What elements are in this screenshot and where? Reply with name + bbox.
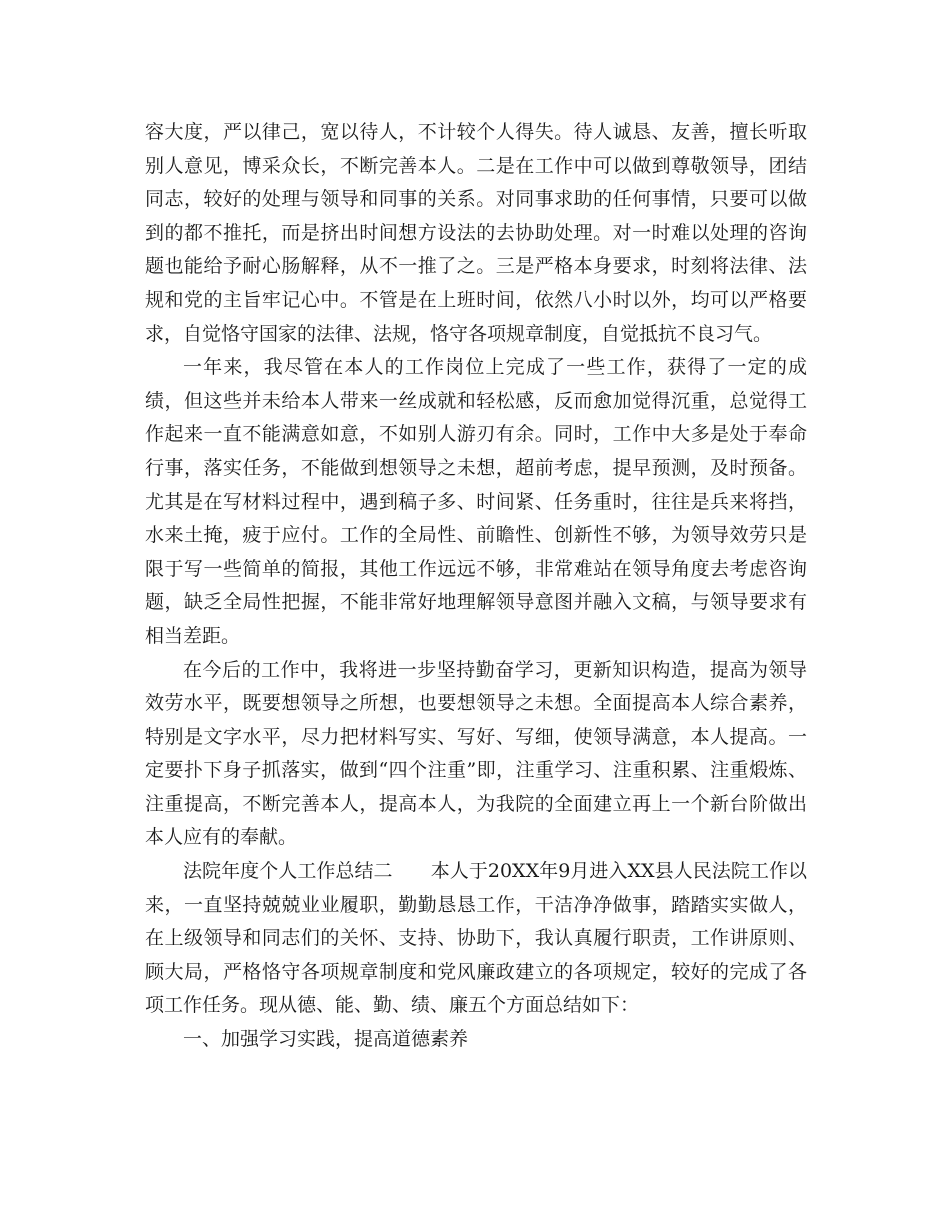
paragraph-future-plan: 在今后的工作中，我将进一步坚持勤奋学习，更新知识构造，提高为领导效劳水平，既要想领导之所想，也要想领导之未想。全面提高本人综合素养，特别是文字水平，尽力把材料写实、写好、写细，使领导满意，本人提高。一定要扑下身子抓落实，做到“四个注重”即，注重学习、注重积累、注重煅炼、注重提高，不断完善本人，提高本人，为我院的全面建立再上一个新台阶做出本人应有的奉献。	[145, 658, 807, 849]
paragraph-continuation: 容大度，严以律己，宽以待人，不计较个人得失。待人诚恳、友善，擅长听取别人意见，博采众长，不断完善本人。二是在工作中可以做到尊敬领导，团结同志，较好的处理与领导和同事的关系。对同事求助的任何事情，只要可以做到的都不推托，而是挤出时间想方设法的去协助处理。对一时难以处理的咨询题也能给予耐心肠解释，从不一推了之。三是严格本身要求，时刻将法律、法规和党的主旨牢记心中。不管是在上班时间，依然八小时以外，均可以严格要求，自觉恪守国家的法律、法规，恪守各项规章制度，自觉抵抗不良习气。	[145, 121, 807, 345]
paragraph-summary-two-intro: 法院年度个人工作总结二 本人于20XX年9月进入XX县人民法院工作以来，一直坚持兢兢业业履职，勤勤恳恳工作，干洁净净做事，踏踏实实做人，在上级领导和同志们的关怀、支持、协助下，我认真履行职责，工作讲原则、顾大局，严格恪守各项规章制度和党风廉政建立的各项规定，较好的完成了各项工作任务。现从德、能、勤、绩、廉五个方面总结如下：	[145, 860, 807, 1017]
document-page	[145, 116, 807, 1057]
section-heading: 一、加强学习实践，提高道德素养	[183, 1028, 469, 1051]
paragraph-reflection: 一年来，我尽管在本人的工作岗位上完成了一些工作，获得了一定的成绩，但这些并未给本人带来一丝成就和轻松感，反而愈加觉得沉重，总觉得工作起来一直不能满意如意，不如别人游刃有余。同时，工作中大多是处于奉命行事，落实任务，不能做到想领导之未想，超前考虑，提早预测，及时预备。尤其是在写材料过程中，遇到稿子多、时间紧、任务重时，往往是兵来将挡，水来土掩，疲于应付。工作的全局性、前瞻性、创新性不够，为领导效劳只是限于写一些简单的简报，其他工作远远不够，非常难站在领导角度去考虑咨询题，缺乏全局性把握，不能非常好地理解领导意图并融入文稿，与领导要求有相当差距。	[145, 356, 807, 647]
